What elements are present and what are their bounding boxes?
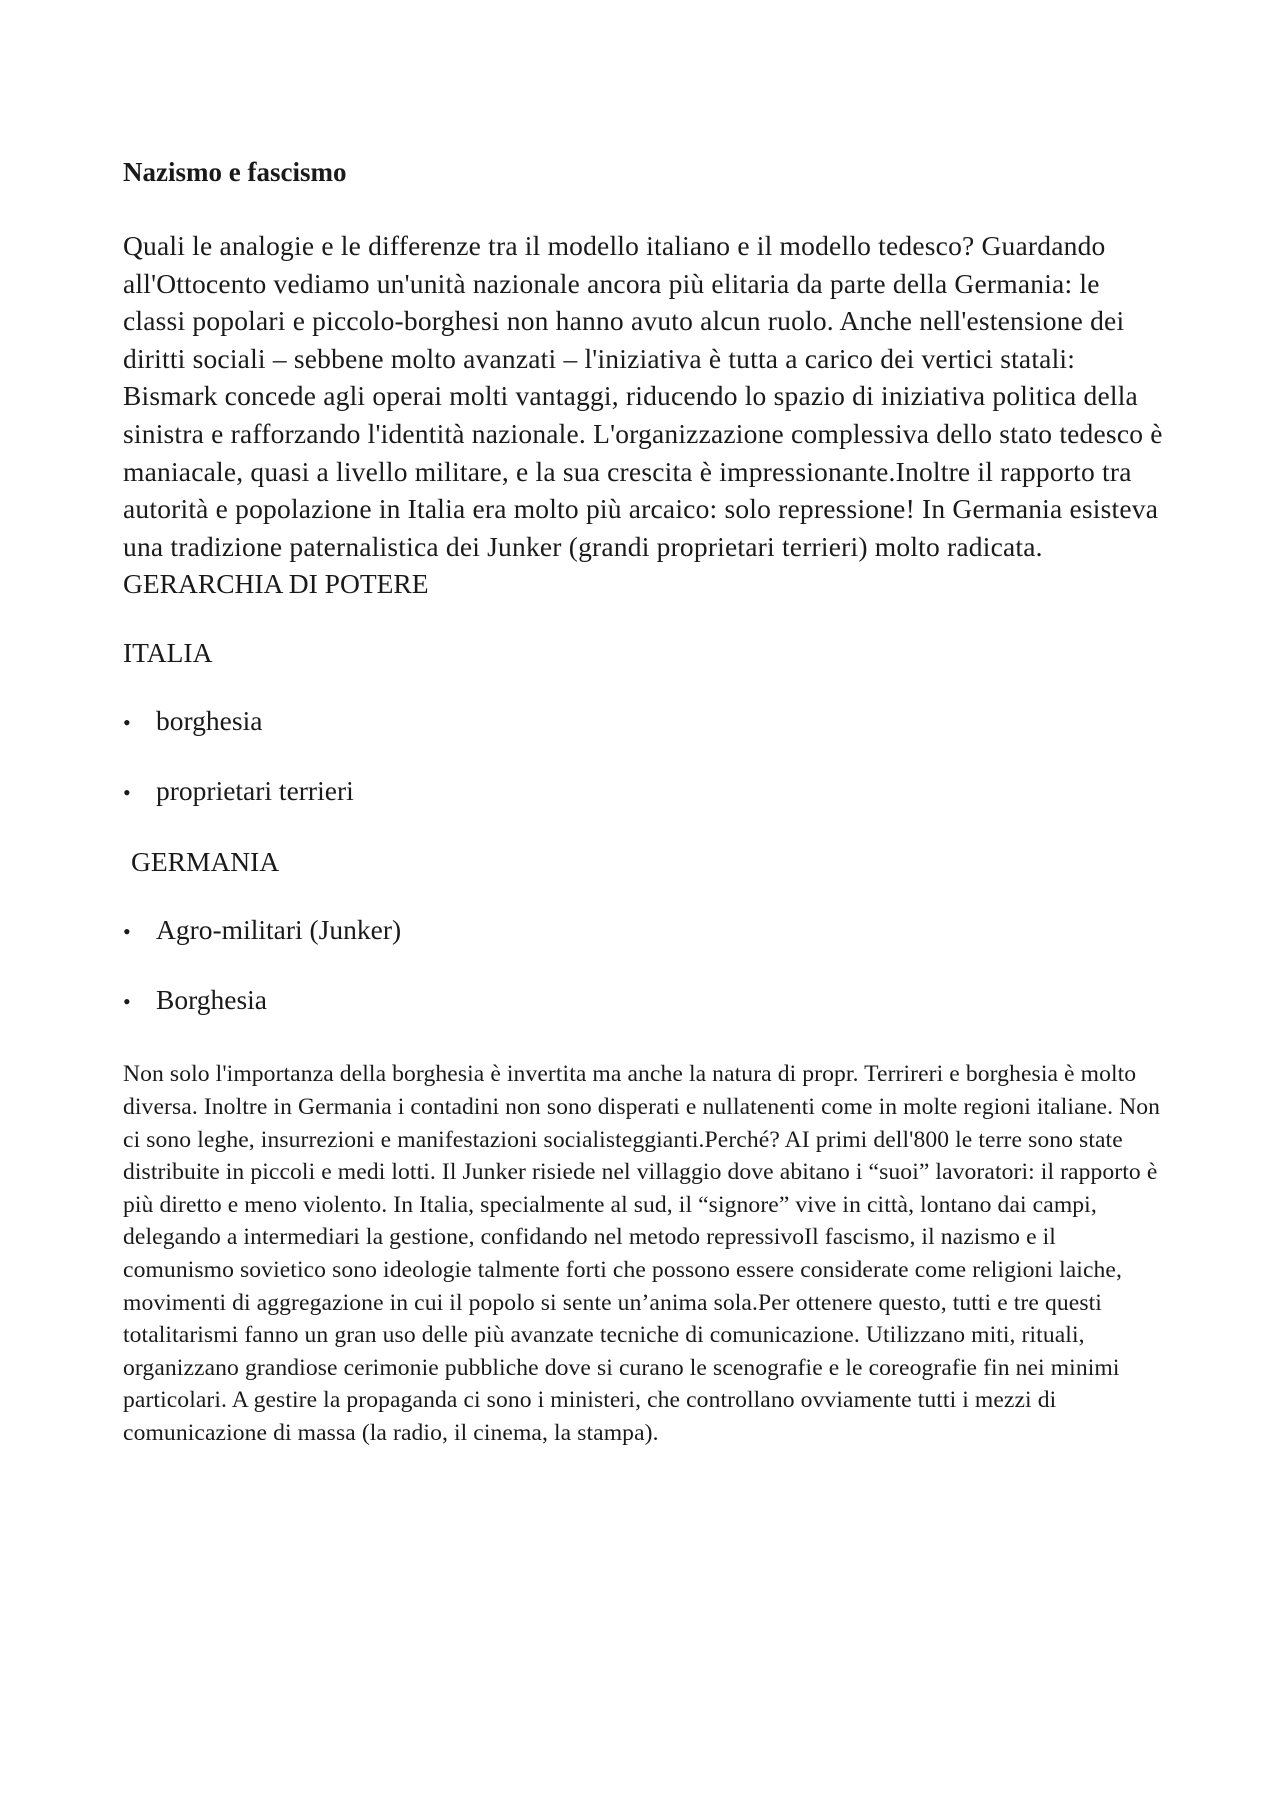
bullet-icon: •: [123, 919, 131, 945]
bullet-icon: •: [123, 710, 131, 736]
list-item-text: borghesia: [156, 705, 263, 737]
germania-list: [123, 911, 1168, 1020]
list-item: [123, 702, 1168, 741]
intro-paragraph: Quali le analogie e le differenze tra il modello italiano e il modello tedesco? Guardando all'Ottocento vediamo un'unità nazionale ancora più elitaria da parte della Germania: le classi popolari e piccolo-borghesi non hanno avuto alcun ruolo. Anche nell'estensione dei diritti sociali – sebbene molto avanzati – l'iniziativa è tutta a carico dei vertici statali: Bismark concede agli operai molti vantaggi, riducendo lo spazio di iniziativa politica della sinistra e rafforzando l'identità nazionale. L'organizzazione complessiva dello stato tedesco è maniacale, quasi a livello militare, e la sua crescita è impressionante.Inoltre il rapporto tra autorità e popolazione in Italia era molto più arcaico: solo repressione! In Germania esisteva una tradizione paternalistica dei Junker (grandi proprietari terrieri) molto radicata.: [123, 230, 1163, 562]
italia-list: [123, 702, 1168, 811]
germania-heading: GERMANIA: [131, 846, 280, 878]
document-title: Nazismo e fascismo: [123, 157, 347, 187]
bullet-icon: •: [123, 989, 131, 1015]
italia-heading: ITALIA: [123, 637, 213, 669]
list-item-text: Agro-militari (Junker): [156, 914, 402, 946]
hierarchy-heading: GERARCHIA DI POTERE: [123, 568, 429, 600]
list-item-text: proprietari terrieri: [156, 775, 354, 807]
list-item-text: Borghesia: [156, 984, 268, 1016]
document-page: [123, 150, 1168, 1449]
list-item: [123, 981, 1168, 1020]
bullet-icon: •: [123, 780, 131, 806]
closing-paragraph: Non solo l'importanza della borghesia è invertita ma anche la natura di propr. Terrireri e borghesia è molto diversa. Inoltre in Germania i contadini non sono disperati e nullatenenti come in molte regioni italiane. Non ci sono leghe, insurrezioni e manifestazioni socialisteggianti.Perché? AI primi dell'800 le terre sono state distribuite in piccoli e medi lotti. Il Junker risiede nel villaggio dove abitano i “suoi” lavoratori: il rapporto è più diretto e meno violento. In Italia, specialmente al sud, il “signore” vive in città, lontano dai campi, delegando a intermediari la gestione, confidando nel metodo repressivoIl fascismo, il nazismo e il comunismo sovietico sono ideologie talmente forti che possono essere considerate come religioni laiche, movimenti di aggregazione in cui il popolo si sente un’anima sola.Per ottenere questo, tutti e tre questi totalitarismi fanno un gran uso delle più avanzate tecniche di comunicazione. Utilizzano miti, rituali, organizzano grandiose cerimonie pubbliche dove si curano le scenografie e le coreografie fin nei minimi particolari. A gestire la propaganda ci sono i ministeri, che controllano ovviamente tutti i mezzi di comunicazione di massa (la radio, il cinema, la stampa).: [123, 1061, 1161, 1446]
list-item: [123, 911, 1168, 950]
list-item: [123, 772, 1168, 811]
